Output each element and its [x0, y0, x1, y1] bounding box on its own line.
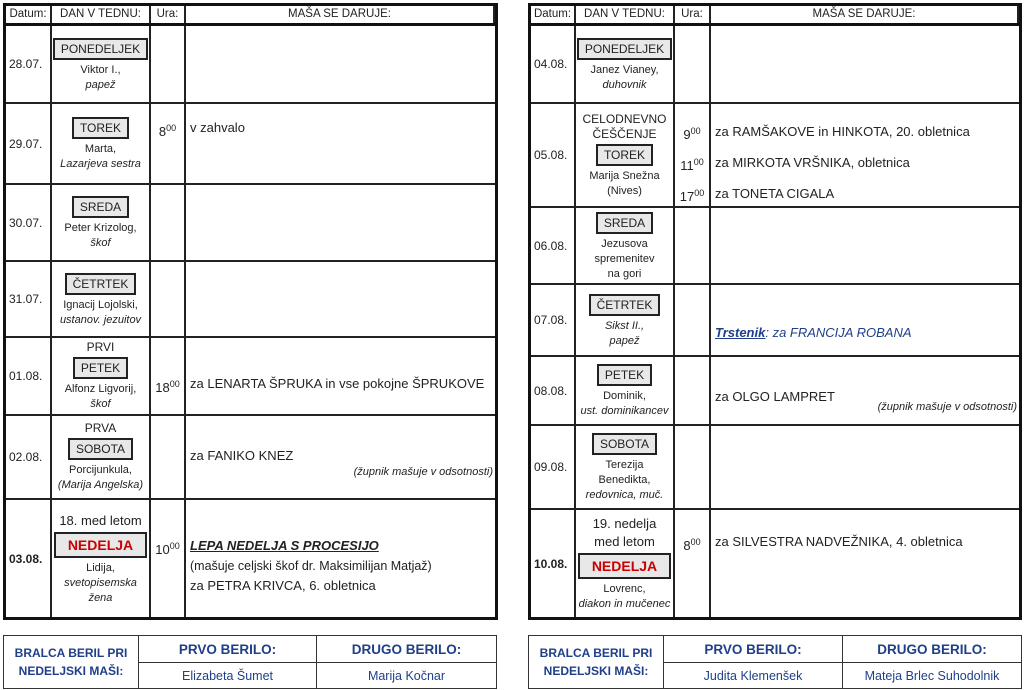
readers-label: BRALCA BERIL PRI NEDELJSKI MAŠI:: [4, 636, 139, 688]
mass-intention: (mašuje celjski škof dr. Maksimilijan Matjaž): [190, 559, 432, 573]
schedule-week-2: [528, 3, 1022, 620]
second-reader-name: Mateja Brlec Suhodolnik: [864, 668, 1000, 683]
first-reader-name: Judita Klemenšek: [664, 663, 843, 688]
time-cell: [151, 500, 186, 617]
mass-intention: v zahvalo: [190, 120, 245, 135]
mass-cell: [711, 208, 1019, 283]
saint-name: Janez Vianey,: [590, 63, 659, 76]
time-cell: [675, 426, 711, 508]
day-cell: [52, 500, 151, 617]
weekday-label: PONEDELJEK: [53, 38, 148, 60]
saint-name: diakon in mučenec: [578, 598, 671, 610]
day-cell: [576, 26, 675, 102]
day-row: [6, 338, 495, 416]
day-cell: [52, 338, 151, 414]
saint-name: ust. dominikancev: [580, 405, 669, 417]
saint-name: Sikst II.,: [604, 319, 645, 332]
header-mass: MAŠA SE DARUJE:: [711, 6, 1019, 23]
day-row: [531, 285, 1019, 357]
day-row: [6, 500, 495, 617]
day-cell: [576, 208, 675, 283]
saint-name: Lazarjeva sestra: [60, 158, 141, 170]
mass-cell: [711, 26, 1019, 102]
mass-intention: za FANIKO KNEZ: [190, 448, 294, 463]
saint-name: Marija Snežna: [589, 169, 660, 182]
mass-cell: [186, 500, 495, 617]
saint-name: spremenitev: [594, 252, 655, 265]
schedule-week-1: [3, 3, 498, 620]
day-row: [6, 26, 495, 104]
date-cell: 09.08.: [531, 426, 576, 508]
mass-cell: [186, 262, 495, 336]
saint-name: ustanov. jezuitov: [59, 313, 142, 326]
saint-name: Peter Krizolog,: [64, 222, 137, 234]
saint-name: škof: [90, 398, 111, 410]
weekday-label: SOBOTA: [592, 433, 657, 455]
day-row: [531, 510, 1019, 617]
mass-time: [151, 576, 184, 596]
date-cell: 08.08.: [531, 357, 576, 424]
weekday-label: PETEK: [597, 364, 652, 386]
weekday-label: NEDELJA: [54, 532, 147, 558]
day-row: [531, 426, 1019, 510]
mass-intention: za SILVESTRA NADVEŽNIKA, 4. obletnica: [715, 534, 963, 549]
time-cell: [151, 416, 186, 498]
mass-intention: za RAMŠAKOVE in HINKOTA, 20. obletnica: [715, 124, 970, 139]
mass-cell: [186, 26, 495, 102]
mass-time: $17^{00}$: [679, 188, 705, 204]
day-cell: [52, 262, 151, 336]
day-row: [6, 262, 495, 338]
table-header: [531, 6, 1019, 26]
date-cell: 03.08.: [6, 500, 52, 617]
mass-cell: [186, 185, 495, 260]
mass-time: $9^{00}$: [683, 126, 701, 142]
mass-cell: [711, 104, 1019, 206]
saint-name: redovnica, muč.: [585, 489, 664, 501]
saint-name: duhovnik: [602, 78, 647, 91]
mass-cell: [711, 426, 1019, 508]
time-minutes: 00: [169, 541, 180, 551]
mass-intention: za OLGO LAMPRET: [715, 389, 835, 404]
time-cell: [151, 262, 186, 336]
second-reader-name: Marija Kočnar: [367, 668, 446, 683]
time-minutes: 00: [166, 123, 177, 133]
day-note: PRVA: [84, 421, 117, 435]
table-header: [6, 6, 495, 26]
weekday-label: TOREK: [596, 144, 653, 166]
mass-intention: za TONETA CIGALA: [715, 186, 835, 201]
date-cell: 10.08.: [531, 510, 576, 617]
weekday-label: SREDA: [596, 212, 653, 234]
date-cell: 02.08.: [6, 416, 52, 498]
mass-intention: za MIRKOTA VRŠNIKA, obletnica: [715, 155, 910, 170]
day-note: CELODNEVNO: [582, 111, 667, 126]
readers-week-1: [3, 635, 497, 689]
first-reader-name: Elizabeta Šumet: [139, 663, 317, 688]
date-cell: 05.08.: [531, 104, 576, 206]
mass-cell: [711, 285, 1019, 355]
weekday-label: PETEK: [73, 357, 128, 379]
time-cell: [675, 26, 711, 102]
first-reading-header: PRVO BERILO:: [139, 636, 317, 663]
time-cell: [151, 26, 186, 102]
date-cell: 28.07.: [6, 26, 52, 102]
weekday-label: ČETRTEK: [65, 273, 137, 295]
date-cell: 30.07.: [6, 185, 52, 260]
saint-name: Porcijunkula,: [69, 464, 132, 476]
day-cell: [52, 26, 151, 102]
weekday-label: NEDELJA: [578, 553, 671, 579]
saint-name: na gori: [607, 267, 642, 280]
header-mass: MAŠA SE DARUJE:: [186, 6, 495, 23]
mass-intention: za LENARTA ŠPRUKA in vse pokojne ŠPRUKOVE: [190, 376, 485, 391]
saint-name: Ignacij Lojolski,: [63, 298, 138, 311]
day-row: [531, 26, 1019, 104]
weekday-label: SREDA: [72, 196, 129, 218]
day-cell: [52, 185, 151, 260]
mass-location: Trstenik: [715, 325, 766, 340]
mass-time: [675, 387, 709, 407]
saint-name: Lovrenc,: [603, 583, 646, 595]
mass-intention: LEPA NEDELJA S PROCESIJO: [190, 538, 379, 553]
weekday-label: PONEDELJEK: [577, 38, 672, 60]
day-note: 18. med letom: [59, 512, 142, 528]
header-time: Ura:: [151, 6, 186, 23]
time-cell: [675, 357, 711, 424]
weekday-label: ČETRTEK: [589, 294, 661, 316]
saint-name: škof: [90, 237, 111, 249]
mass-cell: [711, 510, 1019, 617]
day-cell: [576, 104, 675, 206]
weekday-label: TOREK: [72, 117, 129, 139]
time-minutes: 00: [693, 157, 704, 167]
mass-time: [151, 446, 184, 466]
mass-intention: Trstenik: za FRANCIJA ROBANA: [715, 325, 912, 340]
priest-absence-note: (župnik mašuje v odsotnosti): [353, 466, 493, 478]
header-day: DAN V TEDNU:: [576, 6, 675, 23]
day-row: [531, 208, 1019, 285]
second-reading-header: DRUGO BERILO:: [317, 636, 496, 663]
day-cell: [576, 357, 675, 424]
mass-time: [151, 556, 184, 576]
header-date: Datum:: [6, 6, 52, 23]
day-cell: [576, 285, 675, 355]
header-time: Ura:: [675, 6, 711, 23]
day-row: [6, 416, 495, 500]
day-row: [6, 185, 495, 262]
saint-name: papež: [609, 334, 640, 347]
saint-name: Marta,: [84, 143, 117, 155]
saint-name: Viktor I.,: [80, 63, 121, 76]
day-note: PRVI: [86, 340, 115, 354]
mass-intention: za PETRA KRIVCA, 6. obletnica: [190, 578, 376, 593]
time-cell: [675, 104, 711, 206]
date-cell: 31.07.: [6, 262, 52, 336]
saint-name: Jezusova: [601, 237, 648, 250]
second-reading-header: DRUGO BERILO:: [843, 636, 1021, 663]
mass-time: [675, 323, 709, 343]
mass-cell: [711, 357, 1019, 424]
day-cell: [52, 416, 151, 498]
mass-time: $10^{00}$: [155, 541, 180, 557]
day-note: med letom: [594, 534, 655, 549]
mass-time: $18^{00}$: [155, 379, 180, 395]
mass-cell: [186, 416, 495, 498]
saint-name: Terezija: [605, 459, 644, 471]
priest-absence-note: (župnik mašuje v odsotnosti): [877, 401, 1017, 413]
saint-name: Lidija,: [86, 561, 115, 574]
saint-name: Dominik,: [603, 390, 646, 402]
time-cell: [151, 338, 186, 414]
day-cell: [576, 426, 675, 508]
date-cell: 06.08.: [531, 208, 576, 283]
mass-cell: [186, 104, 495, 183]
mass-cell: [186, 338, 495, 414]
time-minutes: 00: [169, 379, 180, 389]
saint-name: svetopisemska: [64, 576, 137, 589]
saint-name: (Marija Angelska): [57, 479, 144, 491]
time-cell: [675, 510, 711, 617]
date-cell: 07.08.: [531, 285, 576, 355]
header-date: Datum:: [531, 6, 576, 23]
mass-time: $8^{00}$: [158, 123, 177, 139]
saint-name: (Nives): [607, 184, 642, 197]
header-day: DAN V TEDNU:: [52, 6, 151, 23]
time-minutes: 00: [690, 537, 701, 547]
day-note: ČEŠČENJE: [592, 126, 657, 141]
time-cell: [151, 185, 186, 260]
date-cell: 01.08.: [6, 338, 52, 414]
weekday-label: SOBOTA: [68, 438, 133, 460]
time-minutes: 00: [694, 188, 705, 198]
time-cell: [675, 285, 711, 355]
saint-name: žena: [88, 591, 113, 604]
day-row: [531, 104, 1019, 208]
time-minutes: 00: [690, 126, 701, 136]
time-cell: [675, 208, 711, 283]
readers-week-2: [528, 635, 1022, 689]
day-note: 19. nedelja: [592, 516, 657, 531]
date-cell: 29.07.: [6, 104, 52, 183]
mass-time: $8^{00}$: [683, 537, 701, 553]
readers-label: BRALCA BERIL PRI NEDELJSKI MAŠI:: [529, 636, 664, 688]
day-row: [6, 104, 495, 185]
day-cell: [576, 510, 675, 617]
day-cell: [52, 104, 151, 183]
date-cell: 04.08.: [531, 26, 576, 102]
time-cell: [151, 104, 186, 183]
day-row: [531, 357, 1019, 426]
saint-name: papež: [85, 78, 116, 91]
first-reading-header: PRVO BERILO:: [664, 636, 843, 663]
mass-time: $11^{00}$: [680, 157, 704, 173]
saint-name: Alfonz Ligvorij,: [64, 383, 137, 395]
saint-name: Benedikta,: [598, 474, 651, 486]
